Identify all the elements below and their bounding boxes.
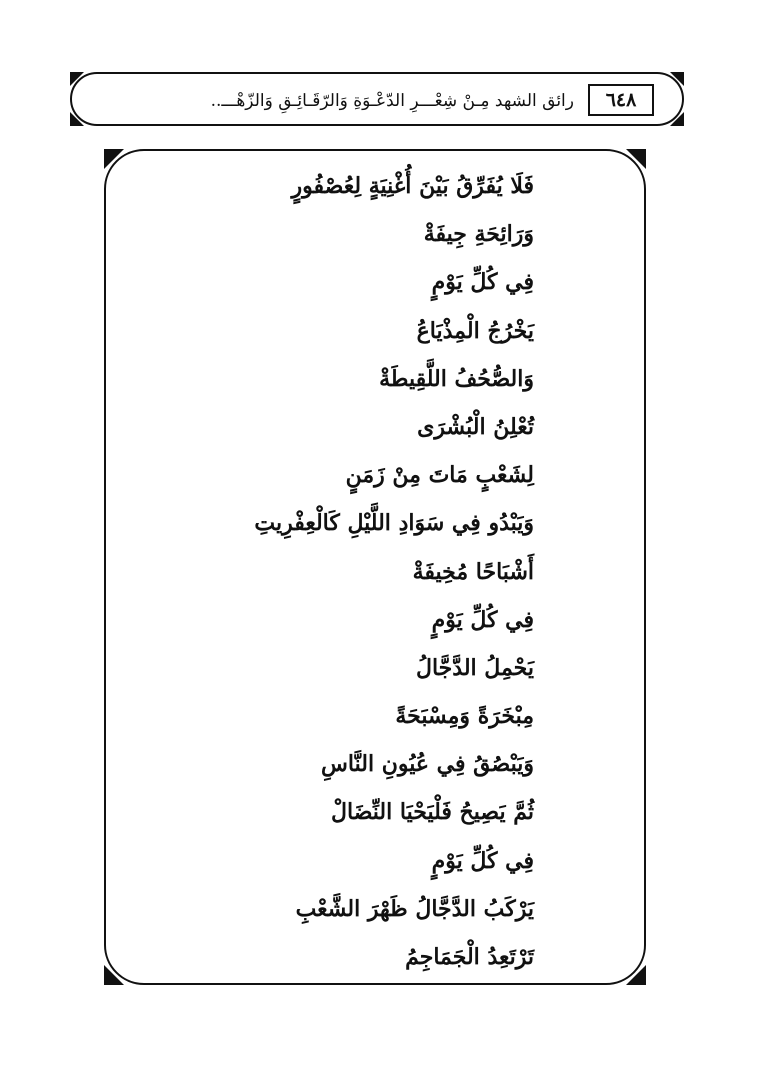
frame-corner-ornament [104, 149, 124, 169]
poem-line: وَرَائِحَةِ جِيفَةْ [423, 221, 534, 248]
poem-line: وَيَبْصُقُ فِي عُيُونِ النَّاسِ [321, 751, 534, 778]
poem-line: أَشْبَاحًا مُخِيفَةْ [412, 558, 534, 585]
poem-line: فِي كُلِّ يَوْمٍ [431, 269, 534, 296]
poem-line: يَرْكَبُ الدَّجَّالُ ظَهْرَ الشَّعْبِ [295, 895, 534, 922]
poem-body [130, 162, 534, 981]
frame-corner-ornament [626, 965, 646, 985]
poem-line: وَيَبْدُو فِي سَوَادِ اللَّيْلِ كَالْعِفْرِيتِ [254, 510, 534, 537]
frame-corner-ornament [104, 965, 124, 985]
header-corner-ornament [670, 72, 684, 86]
frame-corner-ornament [626, 149, 646, 169]
poem-line: فِي كُلِّ يَوْمٍ [431, 847, 534, 874]
header-corner-ornament [70, 112, 84, 126]
header-corner-ornament [670, 112, 684, 126]
poem-line: فِي كُلِّ يَوْمٍ [431, 606, 534, 633]
poem-line: تُعْلِنُ الْبُشْرَى [417, 413, 534, 440]
poem-line: مِبْخَرَةً وَمِسْبَحَةً [395, 703, 534, 730]
poem-line: ثُمَّ يَصِيحُ فَلْيَحْيَا النِّضَالْ [331, 799, 534, 826]
poem-line: تَرْتَعِدُ الْجَمَاجِمُ [405, 944, 534, 970]
running-header-title: رائق الشهد مِـنْ شِعْـــرِ الدّعْـوَةِ وَالرّقَـائِـقِ وَالزّهْـــ.. [210, 91, 574, 111]
poem-line: فَلَا يُفَرِّقُ بَيْنَ أُغْنِيَةٍ لِعُصْفُورٍ [291, 173, 534, 199]
page-number: ٦٤٨ [588, 84, 654, 116]
poem-line: يَحْمِلُ الدَّجَّالُ [415, 654, 534, 681]
poem-line: يَخْرُجُ الْمِذْيَاعُ [416, 317, 534, 344]
header-corner-ornament [70, 72, 84, 86]
poem-line: وَالصُّحُفُ اللَّقِيطَةْ [379, 365, 534, 392]
poem-line: لِشَعْبٍ مَاتَ مِنْ زَمَنٍ [345, 462, 534, 489]
